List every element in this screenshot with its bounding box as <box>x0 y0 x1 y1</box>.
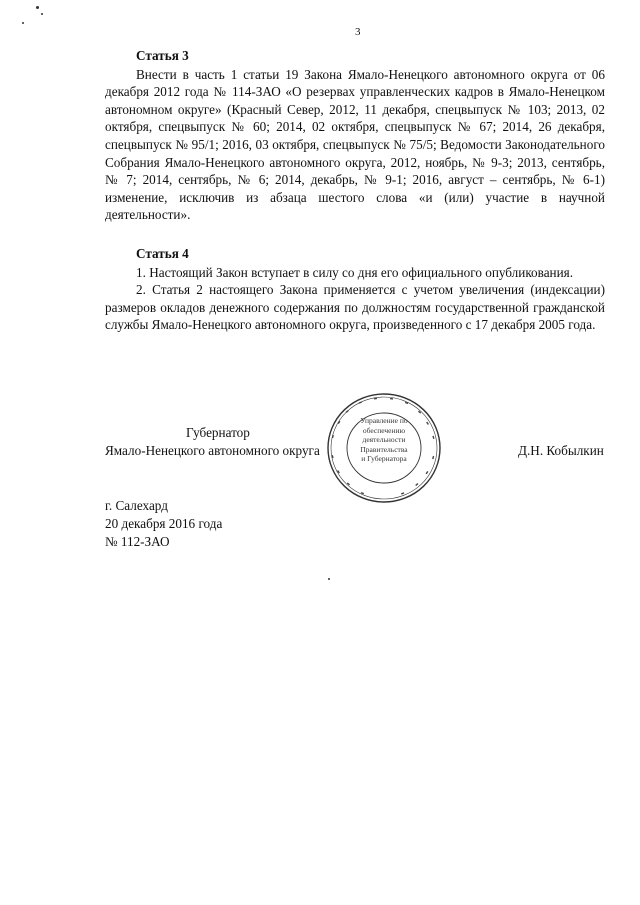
article-4 <box>105 245 605 334</box>
signatory-name: Д.Н. Кобылкин <box>518 443 604 458</box>
seal-center-text <box>352 416 416 464</box>
issue-place: г. Салехард <box>105 498 168 513</box>
seal-line: деятельности <box>362 435 406 445</box>
seal-line: обеспечению <box>362 425 406 435</box>
official-seal <box>326 392 442 504</box>
article-4-paragraph-2: 2. Статья 2 настоящего Закона применяется с учетом увеличения (индексации) размеров окладов денежного содержания по должностям государственной гражданской службы Ямало-Ненецкого автономного округа, произведенного с 17 декабря 2005 года. <box>105 282 605 333</box>
article-4-heading: Статья 4 <box>136 246 189 261</box>
seal-line: и Губернатора <box>361 454 407 464</box>
page-number: 3 <box>355 26 361 38</box>
seal-line: Правительства <box>360 444 408 454</box>
article-3 <box>105 47 605 224</box>
article-4-paragraph-1: 1. Настоящий Закон вступает в силу со дня его официального опубликования. <box>136 264 574 280</box>
issue-date: 20 декабря 2016 года <box>105 516 223 531</box>
signatory-region: Ямало-Ненецкого автономного округа <box>105 443 320 458</box>
scan-speck <box>36 6 39 9</box>
article-3-text: Внести в часть 1 статьи 19 Закона Ямало-Ненецкого автономного округа от 06 декабря 2012 года № 114-ЗАО «О резервах управленческих кадров в Ямало-Ненецком автономном округе» (Красный Север, 2012, 11 декабря, спецвыпуск № 103; 2013, 02 октября, спецвыпуск № 60; 2014, 02 октября, спецвыпуск № 67; 2014, 26 декабря, спецвыпуск № 95/1; 2016, 03 октября, спецвыпуск № 75/5; Ведомости Законодательного Собрания Ямало-Ненецкого автономного округа, 2012, ноябрь, № 9-3; 2013, сентябрь, № 7; 2014, сентябрь, № 6; 2014, декабрь, № 9-1; 2016, август – сентябрь, № 6-1) изменение, исключив из абзаца шестого слова «и (или) участие в научной деятельности». <box>105 66 605 223</box>
signatory-title: Губернатор <box>186 425 250 440</box>
scan-speck <box>328 578 330 580</box>
law-number: № 112-ЗАО <box>105 534 170 549</box>
scan-speck <box>22 22 24 24</box>
seal-line: Управление по <box>360 416 408 425</box>
scan-speck <box>41 13 43 15</box>
article-3-heading: Статья 3 <box>136 48 189 63</box>
